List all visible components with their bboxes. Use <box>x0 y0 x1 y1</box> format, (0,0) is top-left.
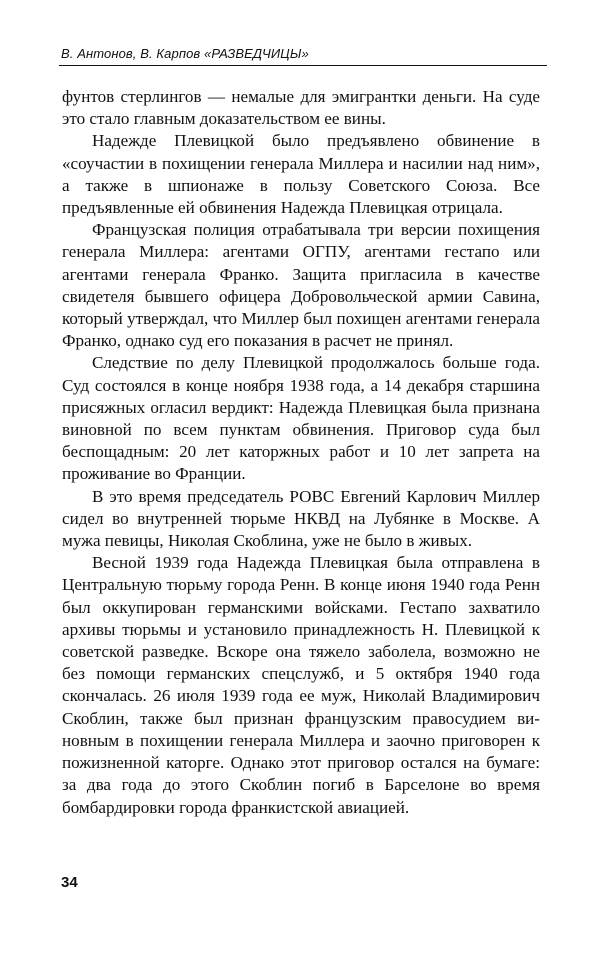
page-number: 34 <box>61 874 78 891</box>
paragraph-5: В это время председатель РОВС Евгений Карлович Миллер сидел во внутренней тюрьме НКВД на Лубянке в Москве. А мужа певицы, Николая Скоблина, уже не было в живых. <box>62 486 540 551</box>
paragraph-4: Следствие по делу Плевицкой продолжалось больше года. Суд состоялся в конце ноября 1938 года, а 14 декабря старшина присяжных огласил вердикт: Надежда Плевицкая была признана виновной по всем пунктам обвинения. Приговор суда был беспощадным: 20 лет каторжных работ и 10 лет запрета на проживание во Франции. <box>62 353 540 484</box>
paragraph-6: Весной 1939 года Надежда Плевицкая была отправлена в Центральную тюрьму города Ренн. В конце июня 1940 года Ренн был оккупирован германскими войсками. Гестапо захватило архивы тюрьмы и установило принадлежность Н. Плевицкой к советской разведке. Вскоре она тяжело заболела, возможно не без помощи германских спецслужб, и 5 октября 1940 года скончалась. 26 июля 1939 года ее муж, Николай Владимирович Скоблин, также был признан французским правосудием виновным в похищении генерала Миллера и заочно приговорен к пожизненной каторге. Однако этот приговор остался на бумаге: за два года до этого Скоблин погиб в Барселоне во время бомбардировки города франкистской авиацией. <box>62 553 540 817</box>
header-divider <box>59 65 547 66</box>
paragraph-3: Французская полиция отрабатывала три версии похищения генерала Миллера: агентами ОГПУ, агентами гестапо или агентами генерала Франко. Защита пригласила в качестве свидетеля бывшего офицера Добровольческой армии Савина, который утверждал, что Миллер был похищен агентами генерала Франко, однако суд его показания в расчет не принял. <box>62 220 540 351</box>
paragraph-1: фунтов стерлингов — немалые для эмигрантки деньги. На суде это стало главным доказательством ее вины. <box>62 87 540 129</box>
paragraph-2: Надежде Плевицкой было предъявлено обвинение в «соучастии в похищении генерала Миллера и насилии над ним», а также в шпионаже в пользу Советского Союза. Все предъявленные ей обвинения Надежда Плевицкая отрицала. <box>62 131 540 218</box>
running-header: В. Антонов, В. Карпов «РАЗВЕДЧИЦЫ» <box>61 46 309 61</box>
body-text <box>62 86 540 819</box>
